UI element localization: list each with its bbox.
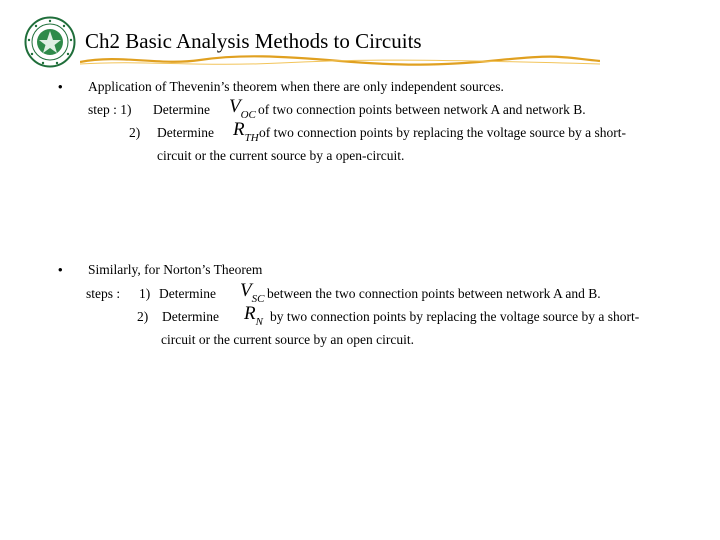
bullet-icon: • (58, 79, 63, 94)
voc-symbol: $V_{OC}$ (229, 96, 256, 121)
norton-step2-prefix: Determine (162, 309, 219, 324)
norton-step-label: steps : (86, 286, 121, 301)
vsc-symbol: $V_{SC}$ (240, 280, 265, 305)
thevenin-step2-number: 2) (129, 125, 141, 140)
norton-step2-number: 2) (137, 309, 149, 324)
norton-heading: Similarly, for Norton’s Theorem (88, 262, 263, 277)
university-seal-icon (24, 16, 76, 68)
thevenin-step1-prefix: Determine (153, 102, 210, 117)
norton-step2-continuation: circuit or the current source by an open circuit. (161, 332, 415, 347)
thevenin-heading: Application of Thevenin’s theorem when there are only independent sources. (88, 79, 504, 94)
thevenin-step2-continuation: circuit or the current source by a open-circuit. (157, 148, 405, 163)
norton-step2-text: by two connection points by replacing the voltage source by a short- (270, 309, 640, 324)
thevenin-step2-prefix: Determine (157, 125, 214, 140)
title-divider (80, 52, 600, 68)
rth-symbol: $R_{TH}$ (233, 119, 259, 144)
bullet-icon: • (58, 262, 63, 277)
thevenin-step1-text: of two connection points between network A and network B. (258, 102, 586, 117)
norton-step1-number: 1) (139, 286, 151, 301)
rn-symbol: $R_N$ (244, 303, 263, 328)
thevenin-step2-text: of two connection points by replacing the voltage source by a short- (259, 125, 627, 140)
norton-step1-prefix: Determine (159, 286, 216, 301)
page-title: Ch2 Basic Analysis Methods to Circuits (85, 29, 422, 53)
thevenin-step-label: step : 1) (88, 102, 132, 117)
norton-step1-text: between the two connection points between network A and B. (267, 286, 601, 301)
